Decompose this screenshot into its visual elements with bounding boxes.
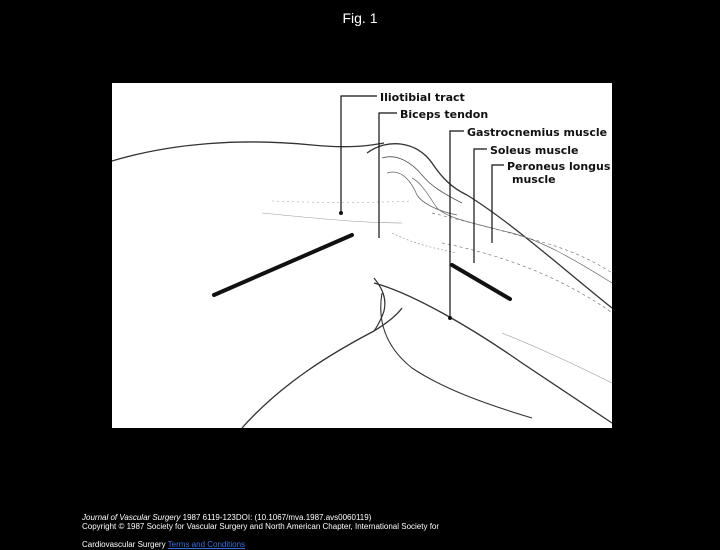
figure-caption: [82, 514, 682, 550]
iliotibial-point: [339, 211, 343, 215]
calf-curve: [381, 293, 532, 418]
label-peroneus-longus: Peroneus longus: [507, 160, 611, 173]
label-iliotibial-tract: Iliotibial tract: [380, 91, 465, 104]
thigh-outline: [112, 142, 384, 161]
muscle-contour: [392, 233, 457, 253]
label-peroneus-muscle: muscle: [512, 173, 556, 186]
copyright-continued: Cardiovascular Surgery: [82, 540, 166, 549]
calf-incision: [452, 265, 510, 299]
label-soleus-muscle: Soleus muscle: [490, 144, 579, 157]
gastrocnemius-point: [448, 316, 452, 320]
muscle-contour: [262, 213, 402, 223]
muscle-contour: [442, 243, 612, 313]
copyright: Copyright © 1987 Society for Vascular Surgery and North American Chapter, International Society for: [82, 521, 440, 531]
terms-link[interactable]: Terms and Conditions: [167, 540, 246, 549]
journal-name: Journal of Vascular Surgery: [82, 513, 181, 522]
calf-outline: [467, 195, 612, 308]
soleus-leader: [474, 149, 487, 263]
iliotibial-leader: [341, 96, 377, 213]
muscle-contour: [502, 333, 612, 383]
anatomical-figure: [112, 83, 612, 428]
muscle-contour: [412, 178, 612, 283]
thigh-incision: [214, 235, 352, 295]
slide-title: Fig. 1: [342, 10, 378, 26]
biceps-leader: [379, 113, 397, 238]
gastrocnemius-leader: [450, 131, 464, 318]
muscle-contour: [387, 172, 457, 215]
label-biceps-tendon: Biceps tendon: [400, 108, 489, 121]
knee-drawing: [112, 83, 612, 428]
lower-calf-outline: [374, 283, 612, 423]
muscle-contour: [272, 201, 412, 203]
label-gastrocnemius-muscle: Gastrocnemius muscle: [467, 126, 608, 139]
muscle-contour: [432, 213, 612, 273]
citation: 1987 6119-123DOI: (10.1067/mva.1987.avs0060119): [180, 513, 372, 522]
